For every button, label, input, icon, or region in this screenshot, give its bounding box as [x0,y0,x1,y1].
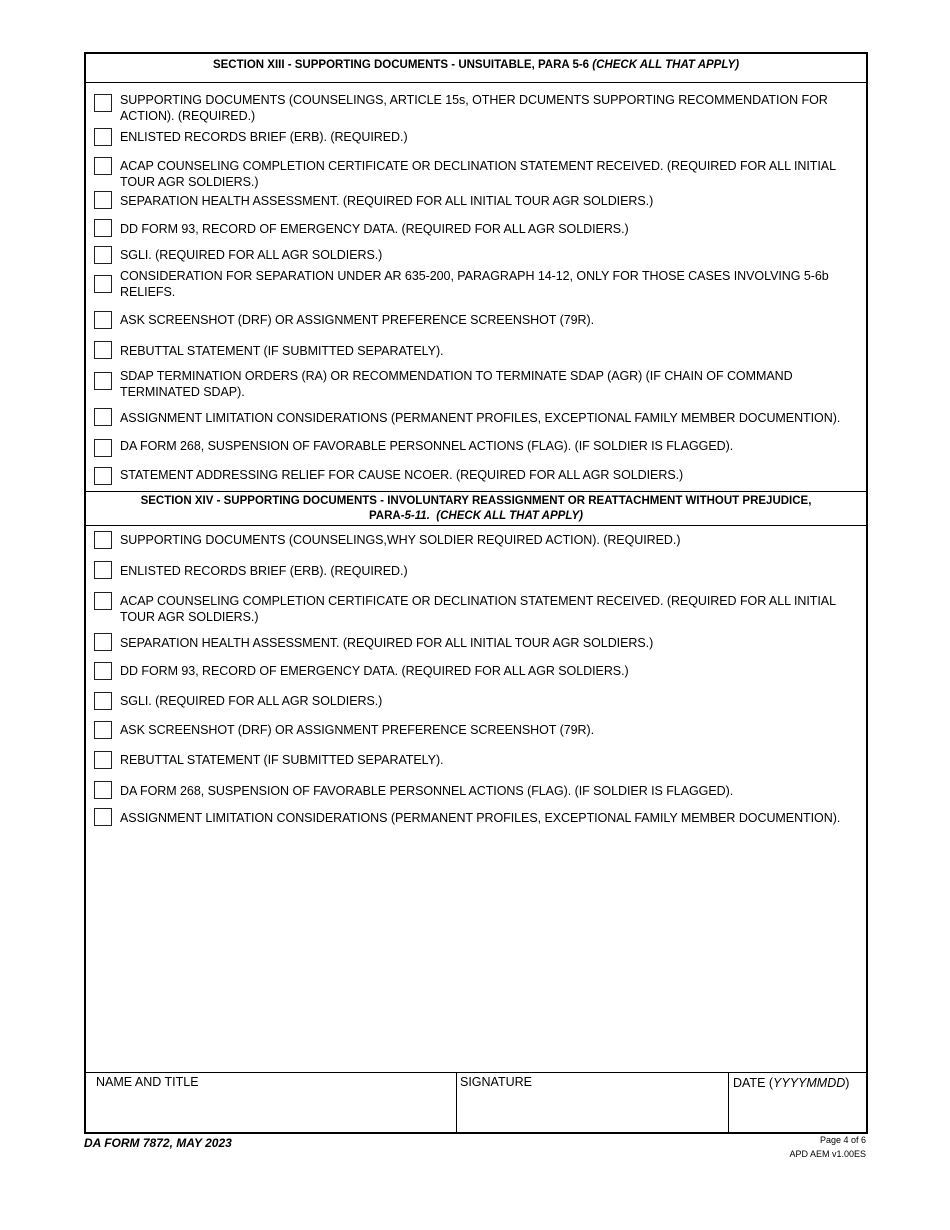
checkbox-label: SUPPORTING DOCUMENTS (COUNSELINGS, ARTICLE 15s, OTHER DCUMENTS SUPPORTING RECOMMENDATION FOR ACTION). (REQUIRED.) [120,93,828,123]
form-id: DA FORM 7872, MAY 2023 [84,1136,232,1150]
checkbox[interactable] [94,721,112,739]
checkbox-label: SEPARATION HEALTH ASSESSMENT. (REQUIRED FOR ALL INITIAL TOUR AGR SOLDIERS.) [120,636,654,650]
checkbox-label: DD FORM 93, RECORD OF EMERGENCY DATA. (REQUIRED FOR ALL AGR SOLDIERS.) [120,664,629,678]
checkbox[interactable] [94,219,112,237]
signature-label: SIGNATURE [460,1075,532,1089]
form-page [84,52,868,1134]
name-and-title-field[interactable] [86,1072,456,1132]
checkbox-label: SEPARATION HEALTH ASSESSMENT. (REQUIRED FOR ALL INITIAL TOUR AGR SOLDIERS.) [120,194,654,208]
signature-field[interactable] [457,1072,728,1132]
date-label [733,1076,849,1090]
checkbox[interactable] [94,781,112,799]
version-label: APD AEM v1.00ES [789,1149,866,1159]
checkbox-label: STATEMENT ADDRESSING RELIEF FOR CAUSE NCOER. (REQUIRED FOR ALL AGR SOLDIERS.) [120,468,684,482]
checkbox-label: ASK SCREENSHOT (DRF) OR ASSIGNMENT PREFERENCE SCREENSHOT (79R). [120,723,595,737]
checkbox-label: SGLI. (REQUIRED FOR ALL AGR SOLDIERS.) [120,694,383,708]
checkbox-label: REBUTTAL STATEMENT (IF SUBMITTED SEPARATELY). [120,753,444,767]
checkbox[interactable] [94,246,112,264]
checkbox[interactable] [94,191,112,209]
checkbox[interactable] [94,633,112,651]
checkbox[interactable] [94,467,112,485]
page-footer [789,1133,866,1161]
checkbox[interactable] [94,311,112,329]
date-label-text: DATE ( [733,1076,774,1090]
checkbox[interactable] [94,561,112,579]
section-xiv-para-num: 5-11. [404,510,430,522]
section-xiv-note: (CHECK ALL THAT APPLY) [436,510,584,522]
date-field[interactable] [729,1072,866,1132]
date-label-close: ) [845,1076,850,1090]
section-xiv-title: SECTION XIV - SUPPORTING DOCUMENTS - INVOLUNTARY REASSIGNMENT OR REATTACHMENT WITHOUT PREJUDICE, [140,495,812,507]
checkbox-label: REBUTTAL STATEMENT (IF SUBMITTED SEPARATELY). [120,344,444,358]
date-format: YYYYMMDD [773,1076,846,1090]
checkbox-label: ACAP COUNSELING COMPLETION CERTIFICATE OR DECLINATION STATEMENT RECEIVED. (REQUIRED FOR ALL INITIAL TOUR AGR SOLDIERS.) [120,159,836,189]
name-and-title-label: NAME AND TITLE [96,1075,199,1089]
divider [86,525,866,526]
checkbox[interactable] [94,94,112,112]
divider [86,82,866,83]
section-xiii-title: SECTION XIII - SUPPORTING DOCUMENTS - UNSUITABLE, PARA 5-6 [212,59,590,71]
checkbox[interactable] [94,341,112,359]
checkbox[interactable] [94,592,112,610]
divider [86,491,866,492]
checkbox-label: SGLI. (REQUIRED FOR ALL AGR SOLDIERS.) [120,248,383,262]
checkbox-label: DA FORM 268, SUSPENSION OF FAVORABLE PERSONNEL ACTIONS (FLAG). (IF SOLDIER IS FLAGGED). [120,784,734,798]
page-number: Page 4 of 6 [819,1135,866,1145]
checkbox-label: CONSIDERATION FOR SEPARATION UNDER AR 635-200, PARAGRAPH 14-12, ONLY FOR THOSE CASES INVOLVING 5-6b RELIEFS. [120,269,829,299]
checkbox[interactable] [94,531,112,549]
checkbox-label: SUPPORTING DOCUMENTS (COUNSELINGS,WHY SOLDIER REQUIRED ACTION). (REQUIRED.) [120,533,681,547]
checkbox-label: ASSIGNMENT LIMITATION CONSIDERATIONS (PERMANENT PROFILES, EXCEPTIONAL FAMILY MEMBER DOCUMENTION). [120,811,841,825]
checkbox[interactable] [94,128,112,146]
checkbox-label: DD FORM 93, RECORD OF EMERGENCY DATA. (REQUIRED FOR ALL AGR SOLDIERS.) [120,222,629,236]
checkbox-label: ENLISTED RECORDS BRIEF (ERB). (REQUIRED.) [120,564,408,578]
checkbox-label: DA FORM 268, SUSPENSION OF FAVORABLE PERSONNEL ACTIONS (FLAG). (IF SOLDIER IS FLAGGED). [120,439,734,453]
checkbox[interactable] [94,275,112,293]
section-xiv-para: PARA- [368,510,405,522]
signature-block [86,1072,866,1132]
checkbox[interactable] [94,372,112,390]
checkbox[interactable] [94,439,112,457]
checkbox-label: ASK SCREENSHOT (DRF) OR ASSIGNMENT PREFERENCE SCREENSHOT (79R). [120,313,595,327]
checkbox[interactable] [94,408,112,426]
section-xiii-note: (CHECK ALL THAT APPLY) [592,59,740,71]
checkbox[interactable] [94,662,112,680]
checkbox[interactable] [94,692,112,710]
checkbox-label: ASSIGNMENT LIMITATION CONSIDERATIONS (PERMANENT PROFILES, EXCEPTIONAL FAMILY MEMBER DOCUMENTION). [120,411,841,425]
checkbox[interactable] [94,808,112,826]
checkbox-label: ACAP COUNSELING COMPLETION CERTIFICATE OR DECLINATION STATEMENT RECEIVED. (REQUIRED FOR ALL INITIAL TOUR AGR SOLDIERS.) [120,594,836,624]
checkbox[interactable] [94,157,112,175]
checkbox-label: SDAP TERMINATION ORDERS (RA) OR RECOMMENDATION TO TERMINATE SDAP (AGR) (IF CHAIN OF COMMAND TERMINATED SDAP). [120,369,793,399]
checkbox[interactable] [94,751,112,769]
section-xiii-header [86,58,866,73]
checkbox-label: ENLISTED RECORDS BRIEF (ERB). (REQUIRED.) [120,130,408,144]
section-xiv-header [86,494,866,524]
